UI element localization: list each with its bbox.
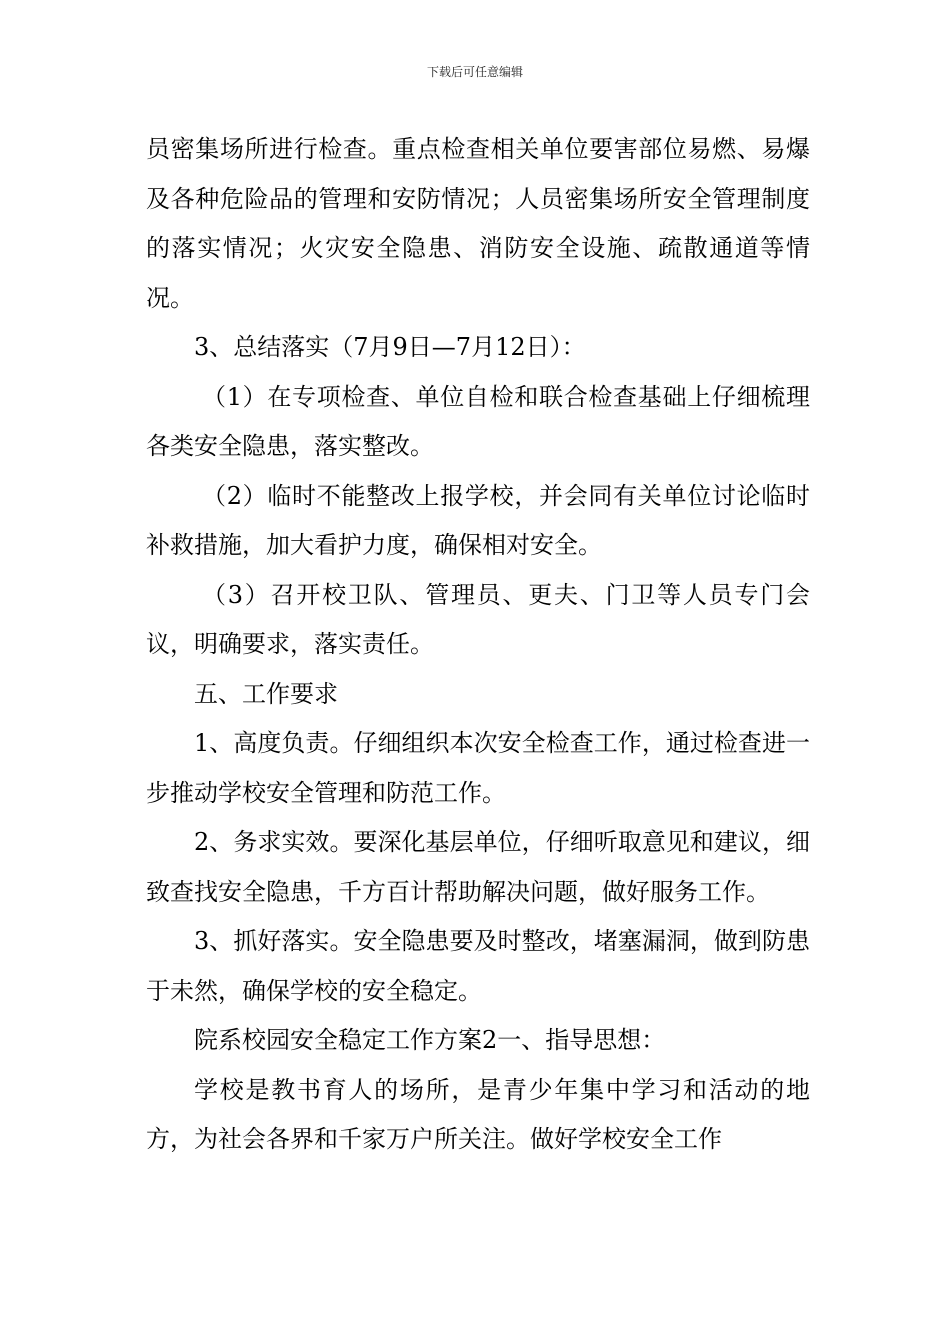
document-body (146, 125, 810, 1165)
paragraph-summary-phase: 3、总结落实（7月9日—7月12日）： (194, 333, 586, 361)
page-header: 下载后可任意编辑 (426, 65, 523, 79)
paragraph-requirement-2: 2、务求实效。要深化基层单位，仔细听取意见和建议，细致查找安全隐患，千方百计帮助解决问题，做好服务工作。 (146, 828, 810, 906)
paragraph-item-3: （3）召开校卫队、管理员、更夫、门卫等人员专门会议，明确要求，落实责任。 (146, 580, 810, 658)
section-heading-work-requirements: 五、工作要求 (194, 679, 338, 708)
paragraph-requirement-1: 1、高度负责。仔细组织本次安全检查工作，通过检查进一步推动学校安全管理和防范工作。 (146, 729, 810, 807)
paragraph-guiding-ideology: 学校是教书育人的场所，是青少年集中学习和活动的地方，为社会各界和千家万户所关注。做好学校安全工作 (146, 1075, 810, 1153)
paragraph-inspection-continued: 员密集场所进行检查。重点检查相关单位要害部位易燃、易爆及各种危险品的管理和安防情况；人员密集场所安全管理制度的落实情况；火灾安全隐患、消防安全设施、疏散通道等情况。 (146, 135, 810, 312)
section-heading-plan-2: 院系校园安全稳定工作方案2一、指导思想： (194, 1026, 666, 1054)
paragraph-requirement-3: 3、抓好落实。安全隐患要及时整改，堵塞漏洞，做到防患于未然，确保学校的安全稳定。 (146, 927, 810, 1005)
paragraph-item-2: （2）临时不能整改上报学校，并会同有关单位讨论临时补救措施，加大看护力度，确保相对安全。 (146, 481, 810, 559)
paragraph-item-1: （1）在专项检查、单位自检和联合检查基础上仔细梳理各类安全隐患，落实整改。 (146, 382, 810, 460)
